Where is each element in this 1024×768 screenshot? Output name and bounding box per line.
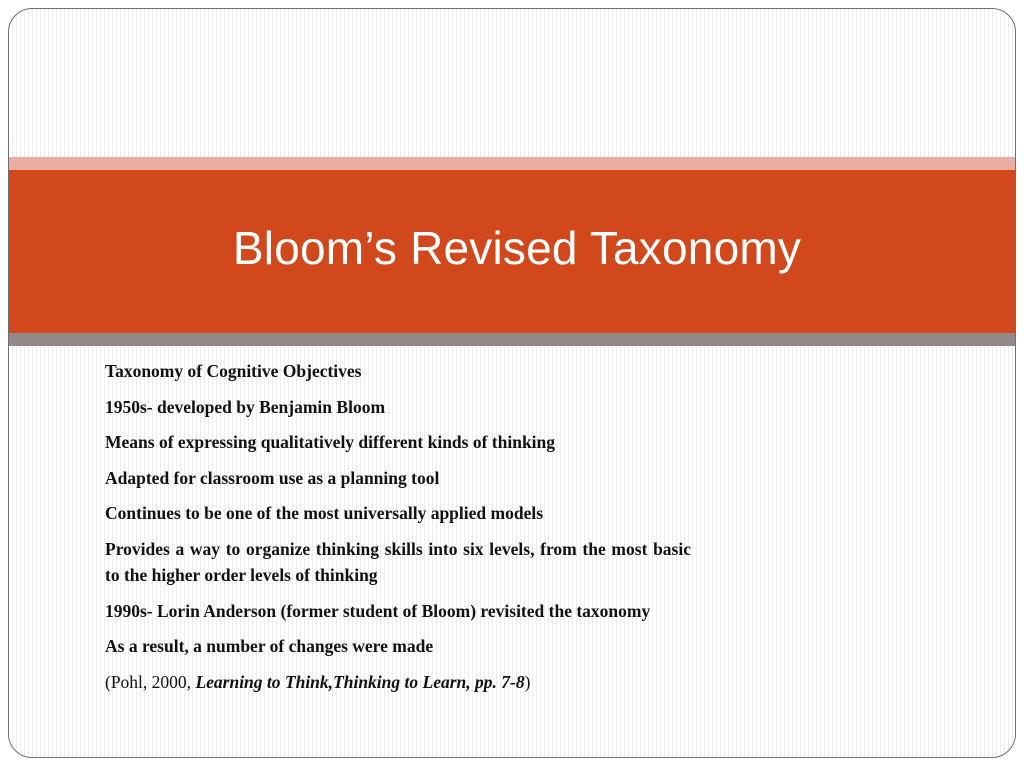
bullet-item: As a result, a number of changes were made [105, 636, 434, 657]
bullet-item: 1950s- developed by Benjamin Bloom [105, 396, 386, 417]
slide-title: Bloom’s Revised Taxonomy [232, 221, 802, 274]
citation-suffix: ) [524, 671, 531, 692]
bullet-item: Continues to be one of the most universally applied models [105, 503, 544, 524]
title-accent-bottom-stripe [9, 333, 1015, 346]
title-band [9, 170, 1015, 333]
citation-prefix: (Pohl, 2000, [105, 671, 196, 692]
bullet-item: 1990s- Lorin Anderson (former student of Bloom) revisited the taxonomy [105, 600, 651, 621]
slide [8, 8, 1016, 758]
bullet-item: Provides a way to organize thinking skills into six levels, from the most basic to the higher order levels of thinking [105, 538, 691, 585]
bullet-item: Taxonomy of Cognitive Objectives [105, 361, 362, 381]
bullet-item: Means of expressing qualitatively different kinds of thinking [105, 432, 556, 453]
citation-title: Learning to Think,Thinking to Learn, pp. 7-8 [195, 671, 525, 692]
citation [105, 669, 691, 695]
bullet-item: Adapted for classroom use as a planning tool [105, 467, 440, 488]
bullet-list [105, 358, 691, 704]
title-accent-top-stripe [9, 157, 1015, 170]
